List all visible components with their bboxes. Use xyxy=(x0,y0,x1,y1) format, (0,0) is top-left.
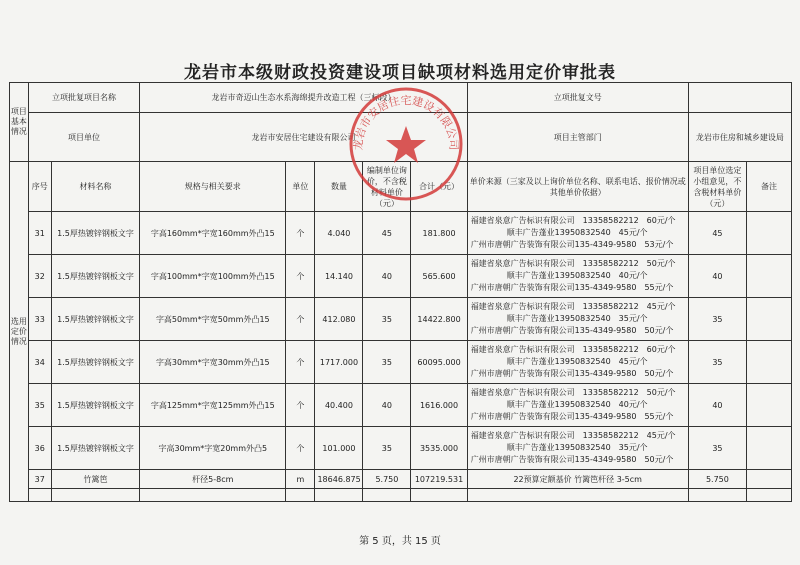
row-no: 34 xyxy=(28,341,51,384)
row-spec: 字高30mm*字宽20mm外凸5 xyxy=(140,427,286,470)
row-qty: 412.080 xyxy=(315,298,363,341)
column-header-row xyxy=(10,162,792,212)
row-remark xyxy=(747,384,792,427)
table-row xyxy=(10,255,792,298)
row-total: 3535.000 xyxy=(411,427,467,470)
header-unit: 单位 xyxy=(286,162,315,212)
page-title: 龙岩市本级财政投资建设项目缺项材料选用定价审批表 xyxy=(184,63,616,83)
row-spec: 字高30mm*字宽30mm外凸15 xyxy=(140,341,286,384)
row-total: 181.800 xyxy=(411,212,467,255)
approval-table xyxy=(9,82,792,502)
project-name-label: 立项批复项目名称 xyxy=(28,83,140,113)
row-no: 35 xyxy=(28,384,51,427)
source-line: 福建省泉意广告标识有限公司 13358582212 45元/个 xyxy=(470,302,676,311)
source-line: 顺丰广告蓬业13950832540 40元/个 xyxy=(506,271,648,280)
table-row xyxy=(10,470,792,489)
row-qty: 40.400 xyxy=(315,384,363,427)
row-unit: 个 xyxy=(286,298,315,341)
row-unit: 个 xyxy=(286,427,315,470)
header-no: 序号 xyxy=(28,162,51,212)
source-line: 顺丰广告蓬业13950832540 45元/个 xyxy=(506,228,648,237)
supervising-dept-label: 项目主管部门 xyxy=(467,113,688,162)
row-source xyxy=(467,212,688,255)
source-line: 广州市唐朝广告装饰有限公司135-4349-9580 50元/个 xyxy=(470,326,674,335)
row-name: 1.5厚热镀锌钢板文字 xyxy=(51,255,140,298)
row-remark xyxy=(747,255,792,298)
table-row xyxy=(10,427,792,470)
source-line: 广州市唐朝广告装饰有限公司135-4349-9580 50元/个 xyxy=(470,455,674,464)
row-no: 31 xyxy=(28,212,51,255)
svg-text:龙岩市安居住宅建设有限公司: 龙岩市安居住宅建设有限公司 xyxy=(351,94,461,151)
source-line: 福建省泉意广告标识有限公司 13358582212 60元/个 xyxy=(470,216,676,225)
header-remark: 备注 xyxy=(747,162,792,212)
row-source xyxy=(467,341,688,384)
project-unit-value: 龙岩市安居住宅建设有限公司 xyxy=(140,113,467,162)
project-name-row xyxy=(10,83,792,113)
row-price: 5.750 xyxy=(363,470,411,489)
row-remark xyxy=(747,298,792,341)
row-team-price: 35 xyxy=(688,298,746,341)
row-price: 45 xyxy=(363,212,411,255)
row-total: 1616.000 xyxy=(411,384,467,427)
source-line: 福建省泉意广告标识有限公司 13358582212 50元/个 xyxy=(470,388,676,397)
source-line: 顺丰广告蓬业13950832540 45元/个 xyxy=(506,357,648,366)
row-team-price: 40 xyxy=(688,384,746,427)
source-line: 顺丰广告蓬业13950832540 35元/个 xyxy=(506,314,648,323)
row-unit: 个 xyxy=(286,212,315,255)
row-unit: m xyxy=(286,470,315,489)
row-name: 1.5厚热镀锌钢板文字 xyxy=(51,298,140,341)
row-name: 1.5厚热镀锌钢板文字 xyxy=(51,384,140,427)
supervising-dept-value: 龙岩市住房和城乡建设局 xyxy=(688,113,791,162)
row-team-price: 35 xyxy=(688,427,746,470)
header-total: 合计（元） xyxy=(411,162,467,212)
header-team-price: 项目单位选定小组意见，不含税材料单价（元） xyxy=(688,162,746,212)
row-remark xyxy=(747,341,792,384)
side-label-material: 选用定价情况 xyxy=(10,162,29,502)
row-source: 22预算定额基价 竹篱笆杆径 3-5cm xyxy=(467,470,688,489)
table-row-blank xyxy=(10,489,792,502)
row-remark xyxy=(747,470,792,489)
row-team-price: 45 xyxy=(688,212,746,255)
header-spec: 规格与相关要求 xyxy=(140,162,286,212)
source-line: 广州市唐朝广告装饰有限公司135-4349-9580 50元/个 xyxy=(470,369,674,378)
row-qty: 101.000 xyxy=(315,427,363,470)
table-row xyxy=(10,384,792,427)
page-footer: 第 5 页，共 15 页 xyxy=(359,536,441,547)
row-team-price: 35 xyxy=(688,341,746,384)
row-qty: 1717.000 xyxy=(315,341,363,384)
row-total: 565.600 xyxy=(411,255,467,298)
row-remark xyxy=(747,212,792,255)
row-price: 35 xyxy=(363,341,411,384)
row-source xyxy=(467,427,688,470)
row-no: 33 xyxy=(28,298,51,341)
row-spec: 字高160mm*字宽160mm外凸15 xyxy=(140,212,286,255)
row-total: 107219.531 xyxy=(411,470,467,489)
row-price: 35 xyxy=(363,298,411,341)
source-line: 福建省泉意广告标识有限公司 13358582212 45元/个 xyxy=(470,431,676,440)
row-source xyxy=(467,298,688,341)
row-team-price: 5.750 xyxy=(688,470,746,489)
table-row xyxy=(10,212,792,255)
row-name: 1.5厚热镀锌钢板文字 xyxy=(51,212,140,255)
row-no: 36 xyxy=(28,427,51,470)
header-name: 材料名称 xyxy=(51,162,140,212)
row-unit: 个 xyxy=(286,384,315,427)
source-line: 福建省泉意广告标识有限公司 13358582212 60元/个 xyxy=(470,345,676,354)
row-price: 40 xyxy=(363,255,411,298)
row-team-price: 40 xyxy=(688,255,746,298)
row-name: 竹篱笆 xyxy=(51,470,140,489)
row-spec: 字高100mm*字宽100mm外凸15 xyxy=(140,255,286,298)
row-no: 32 xyxy=(28,255,51,298)
table-row xyxy=(10,341,792,384)
side-label-basic: 项目基本情况 xyxy=(10,83,29,162)
approval-number-label: 立项批复文号 xyxy=(467,83,688,113)
row-spec: 字高50mm*字宽50mm外凸15 xyxy=(140,298,286,341)
header-source: 单价来源（三家及以上询价单位名称、联系电话、报价情况或其他单价依据） xyxy=(467,162,688,212)
row-qty: 18646.875 xyxy=(315,470,363,489)
source-line: 顺丰广告蓬业13950832540 40元/个 xyxy=(506,400,648,409)
row-unit: 个 xyxy=(286,341,315,384)
source-line: 福建省泉意广告标识有限公司 13358582212 50元/个 xyxy=(470,259,676,268)
project-unit-row xyxy=(10,113,792,162)
source-line: 广州市唐朝广告装饰有限公司135-4349-9580 53元/个 xyxy=(470,240,674,249)
row-no: 37 xyxy=(28,470,51,489)
row-price: 35 xyxy=(363,427,411,470)
row-remark xyxy=(747,427,792,470)
row-qty: 14.140 xyxy=(315,255,363,298)
row-name: 1.5厚热镀锌钢板文字 xyxy=(51,341,140,384)
row-spec: 字高125mm*字宽125mm外凸15 xyxy=(140,384,286,427)
header-qty: 数量 xyxy=(315,162,363,212)
table-row xyxy=(10,298,792,341)
project-unit-label: 项目单位 xyxy=(28,113,140,162)
row-name: 1.5厚热镀锌钢板文字 xyxy=(51,427,140,470)
header-price: 编制单位询价，不含税材料单价（元） xyxy=(363,162,411,212)
row-unit: 个 xyxy=(286,255,315,298)
source-line: 顺丰广告蓬业13950832540 35元/个 xyxy=(506,443,648,452)
source-line: 广州市唐朝广告装饰有限公司135-4349-9580 55元/个 xyxy=(470,412,674,421)
approval-number-value xyxy=(688,83,791,113)
row-source xyxy=(467,384,688,427)
row-spec: 杆径5-8cm xyxy=(140,470,286,489)
row-total: 60095.000 xyxy=(411,341,467,384)
row-source xyxy=(467,255,688,298)
row-total: 14422.800 xyxy=(411,298,467,341)
row-price: 40 xyxy=(363,384,411,427)
source-line: 广州市唐朝广告装饰有限公司135-4349-9580 55元/个 xyxy=(470,283,674,292)
row-qty: 4.040 xyxy=(315,212,363,255)
project-name-value: 龙岩市奇迈山生态水系海绵提升改造工程（三标段） xyxy=(140,83,467,113)
